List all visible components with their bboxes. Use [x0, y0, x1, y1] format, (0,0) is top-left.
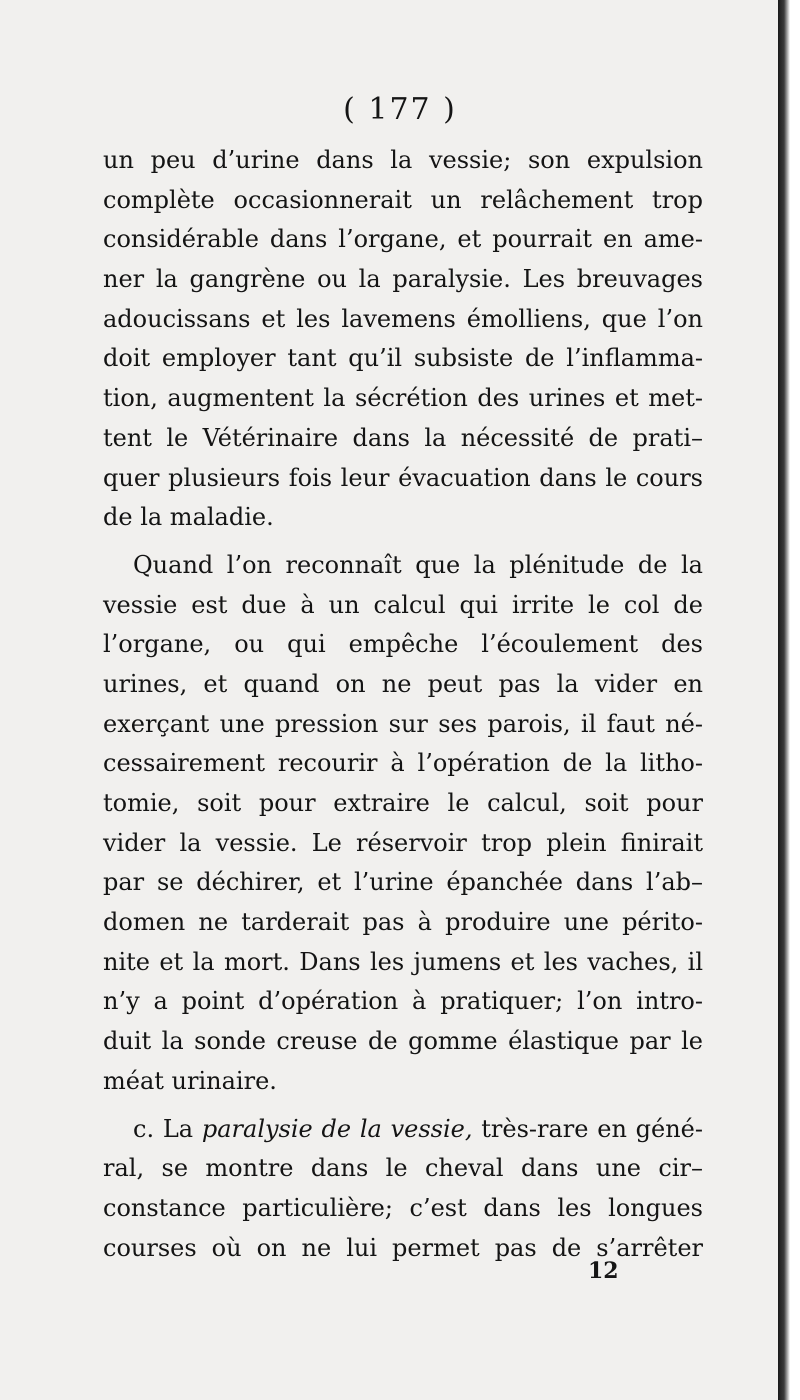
text-line: urines, et quand on ne peut pas la vider en: [103, 669, 703, 698]
page-number: ( 177 ): [343, 92, 457, 127]
text-line: domen ne tarderait pas à produire une périto-: [103, 908, 703, 937]
text-line: ral, se montre dans le cheval dans une cir–: [103, 1154, 703, 1183]
text-line: l’organe, ou qui empêche l’écoulement des: [103, 630, 703, 659]
text-line: tion, augmentent la sécrétion des urines et met-: [103, 384, 703, 413]
text-line: ner la gangrène ou la paralysie. Les breuvages: [103, 265, 703, 294]
text-line: un peu d’urine dans la vessie; son expulsion: [103, 146, 703, 174]
text-line: vider la vessie. Le réservoir trop plein finirait: [103, 828, 703, 857]
text-line: vessie est due à un calcul qui irrite le col de: [103, 590, 703, 619]
text-line: cessairement recourir à l’opération de la litho-: [103, 749, 703, 778]
text-line: constance particulière; c’est dans les longues: [103, 1193, 703, 1222]
text-line: quer plusieurs fois leur évacuation dans le cours: [103, 463, 703, 492]
italic-term: paralysie de la vessie,: [201, 1114, 473, 1143]
paragraph-gap: [103, 1102, 703, 1110]
text-line: n’y a point d’opération à pratiquer; l’on intro-: [103, 987, 703, 1016]
text-line: complète occasionnerait un relâchement trop: [103, 185, 703, 214]
paragraph-prefix: c. La: [133, 1114, 202, 1143]
text-line: tent le Vétérinaire dans la nécessité de prati–: [103, 423, 703, 452]
text-line: exerçant une pression sur ses parois, il faut né-: [103, 709, 703, 738]
text-line: Quand l’on reconnaît que la plénitude de la: [133, 550, 703, 579]
text-line: tomie, soit pour extraire le calcul, soit pour: [103, 789, 703, 817]
text-line: par se déchirer, et l’urine épanchée dans l’ab–: [103, 868, 703, 897]
text-line: duit la sonde creuse de gomme élastique par le: [103, 1027, 703, 1056]
page-edge-shadow: [778, 0, 800, 1400]
text-line: de la maladie.: [103, 503, 274, 532]
paragraph-suffix: très-rare en géné-: [472, 1114, 703, 1143]
text-line: nite et la mort. Dans les jumens et les vaches, il: [103, 947, 703, 976]
text-line: [103, 1110, 703, 1150]
paragraph-gap: [103, 538, 703, 546]
signature-mark: 12: [588, 1258, 619, 1284]
text-line: doit employer tant qu’il subsiste de l’inflamma-: [103, 344, 703, 373]
text-line: méat urinaire.: [103, 1066, 277, 1095]
text-line: courses où on ne lui permet pas de s’arrêter: [103, 1233, 703, 1262]
page-text: [103, 141, 703, 1268]
text-line: adoucissans et les lavemens émolliens, que l’on: [103, 304, 703, 333]
text-line: considérable dans l’organe, et pourrait en ame-: [103, 225, 703, 254]
